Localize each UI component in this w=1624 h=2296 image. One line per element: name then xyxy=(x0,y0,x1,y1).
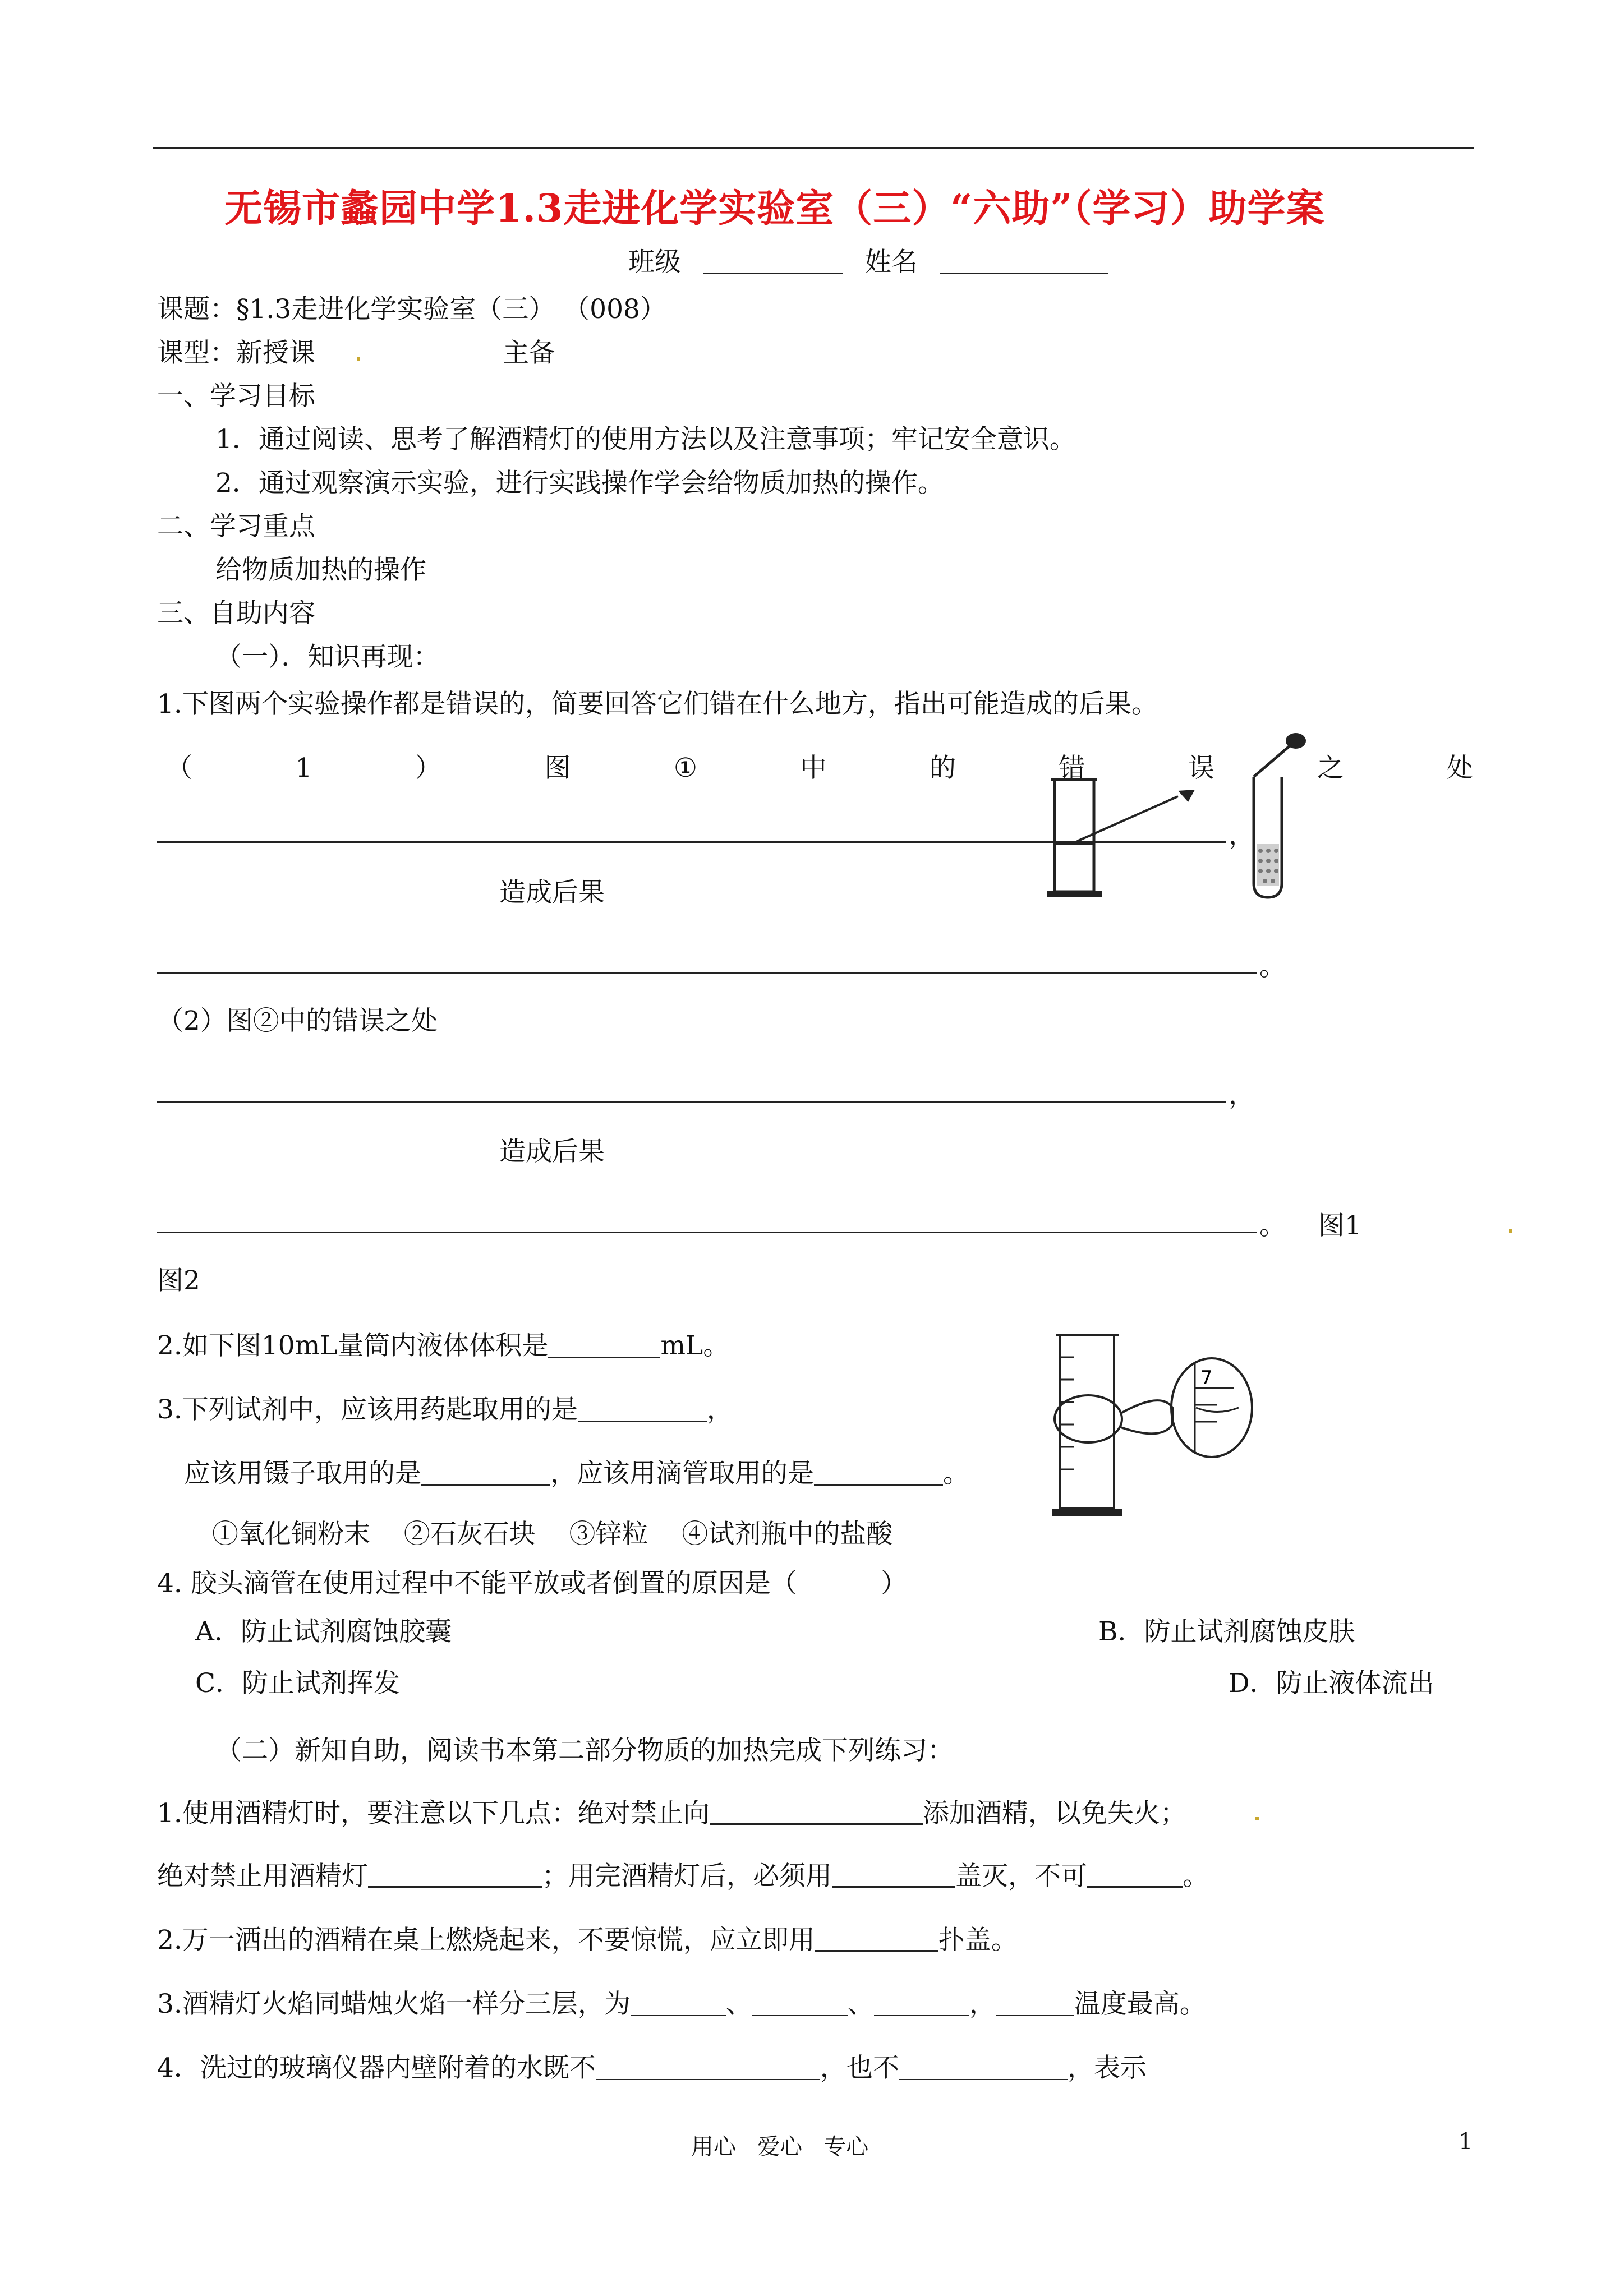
nk2-a: 2.万一洒出的酒精在桌上燃烧起来，不要惊慌，应立即用 xyxy=(157,1925,815,1956)
nk-item-1-line2 xyxy=(157,1861,1209,1892)
q1p1-char: （ xyxy=(166,753,192,783)
q1p1-char: 的 xyxy=(929,753,956,783)
question-3-options: ①氧化铜粉末 ②石灰石块 ③锌粒 ④试剂瓶中的盐酸 xyxy=(212,1519,893,1550)
class-blank[interactable] xyxy=(703,251,843,274)
nk-item-2 xyxy=(157,1925,1018,1956)
q1p1-char: 处 xyxy=(1446,753,1473,783)
lesson-type: 课型：新授课 xyxy=(157,338,315,368)
question-1: 1.下图两个实验操作都是错误的，简要回答它们错在什么地方，指出可能造成的后果。 xyxy=(157,689,1158,720)
comma: ， xyxy=(1229,820,1255,851)
selfhelp-sub1: （一）．知识再现： xyxy=(215,642,440,672)
page-title: 无锡市蠡园中学1.3走进化学实验室（三）“六助”（学习）助学案 xyxy=(224,186,1325,231)
nk3-b: 温度最高。 xyxy=(1074,1989,1206,2020)
nk1-blank-3[interactable] xyxy=(832,1864,955,1888)
q1-part2-answer-line[interactable] xyxy=(157,1101,1226,1103)
speck-mark xyxy=(1509,1229,1512,1233)
objective-1: 1．通过阅读、思考了解酒精灯的使用方法以及注意事项；牢记安全意识。 xyxy=(215,424,1076,455)
nk1-e: 盖灭，不可 xyxy=(955,1861,1087,1892)
q3-end: 。 xyxy=(943,1458,969,1489)
q3-suffix: ， xyxy=(706,1394,733,1425)
name-label: 姓名 xyxy=(864,247,918,278)
nk4-blank-1[interactable] xyxy=(596,2057,820,2080)
q3-tweezers-blank[interactable] xyxy=(421,1462,550,1486)
keypoint-heading: 二、学习重点 xyxy=(157,511,315,542)
nk2-blank[interactable] xyxy=(815,1928,938,1952)
nk4-c: ，表示 xyxy=(1067,2053,1147,2083)
selfhelp-heading: 三、自助内容 xyxy=(157,598,315,629)
q1p1-char: 错 xyxy=(1059,753,1085,783)
nk1-b: 添加酒精，以免失火； xyxy=(922,1798,1186,1829)
q3-prefix: 3.下列试剂中，应该用药匙取用的是 xyxy=(157,1394,578,1425)
name-blank[interactable] xyxy=(940,251,1108,274)
q1p1-char: 1 xyxy=(295,753,312,783)
fig1-label: 图1 xyxy=(1318,1210,1361,1241)
nk-item-3 xyxy=(157,1989,1206,2020)
class-label: 班级 xyxy=(628,247,681,278)
q1-part2-consequence-line[interactable] xyxy=(157,1232,1257,1233)
comma: ， xyxy=(1229,1080,1255,1110)
nk1-f: 。 xyxy=(1183,1861,1209,1892)
q1-part1-answer-line[interactable] xyxy=(157,841,1226,843)
objectives-heading: 一、学习目标 xyxy=(157,381,315,412)
nk3-blank-4[interactable] xyxy=(996,1993,1074,2016)
q2-prefix: 2.如下图10mL量筒内液体体积是 xyxy=(157,1330,549,1361)
nk-item-1-line1 xyxy=(157,1800,1186,1827)
nk3-a: 3.酒精灯火焰同蜡烛火焰一样分三层，为 xyxy=(157,1989,631,2020)
q1p1-char: 图 xyxy=(544,753,571,783)
nk3-blank-3[interactable] xyxy=(874,1993,969,2016)
prep-label: 主备 xyxy=(503,338,555,368)
question-2 xyxy=(157,1330,730,1361)
q4-option-d[interactable]: D．防止液体流出 xyxy=(1229,1668,1434,1699)
class-name-row xyxy=(628,247,1108,278)
nk3-blank-1[interactable] xyxy=(631,1993,726,2016)
q3-tweezers-label: 应该用镊子取用的是 xyxy=(184,1458,421,1489)
measuring-cylinder-gauge-illustration xyxy=(1049,1324,1262,1531)
fig2-label: 图2 xyxy=(157,1265,200,1296)
question-3-line2 xyxy=(184,1460,969,1487)
q1-part1-consequence-line[interactable] xyxy=(157,972,1257,974)
nk3-blank-2[interactable] xyxy=(752,1993,848,2016)
q3-dropper-label: ，应该用滴管取用的是 xyxy=(550,1458,814,1489)
speck-mark xyxy=(357,357,360,361)
nk2-b: 扑盖。 xyxy=(938,1925,1018,1956)
q1-part2-label: （2）图②中的错误之处 xyxy=(157,1006,438,1036)
page-number: 1 xyxy=(1459,2129,1473,2155)
nk1-d: ；用完酒精灯后，必须用 xyxy=(542,1861,832,1892)
nk1-blank-1[interactable] xyxy=(710,1801,923,1825)
q4-option-b[interactable]: B．防止试剂腐蚀皮肤 xyxy=(1098,1616,1355,1647)
fig2-testtube-illustration xyxy=(1231,726,1315,906)
q1p1-char: 中 xyxy=(800,753,827,783)
topic-line: 课题：§1.3走进化学实验室（三） （008） xyxy=(157,294,666,325)
keypoint-text: 给物质加热的操作 xyxy=(215,555,426,585)
newknowledge-heading: （二）新知自助，阅读书本第二部分物质的加热完成下列练习： xyxy=(215,1735,954,1766)
nk1-blank-4[interactable] xyxy=(1087,1864,1183,1888)
nk1-c: 绝对禁止用酒精灯 xyxy=(157,1861,368,1892)
q1p1-char: ） xyxy=(415,753,441,783)
q3-spoon-blank[interactable] xyxy=(578,1398,707,1422)
q3-dropper-blank[interactable] xyxy=(814,1462,943,1486)
top-rule xyxy=(153,147,1474,149)
q1p1-char: ① xyxy=(673,753,697,783)
footer-motto: 用心 爱心 专心 xyxy=(691,2134,869,2160)
nk1-blank-2[interactable] xyxy=(368,1864,542,1888)
nk3-sep: 、 xyxy=(725,1989,752,2020)
q2-blank[interactable] xyxy=(548,1334,660,1358)
question-3-line1 xyxy=(157,1396,733,1423)
q1p1-char: 之 xyxy=(1317,753,1344,783)
speck-mark xyxy=(1255,1817,1259,1820)
period: 。 xyxy=(1259,1210,1286,1241)
nk3-sep: 、 xyxy=(847,1989,874,2020)
objective-2: 2．通过观察演示实验，进行实践操作学会给物质加热的操作。 xyxy=(215,468,944,499)
nk3-comma: ， xyxy=(969,1989,996,2020)
question-4: 4. 胶头滴管在使用过程中不能平放或者倒置的原因是（ ） xyxy=(157,1568,908,1599)
q4-option-a[interactable]: A．防止试剂腐蚀胶囊 xyxy=(195,1616,452,1647)
gauge-digit-label: 7 xyxy=(1200,1367,1213,1389)
period: 。 xyxy=(1259,951,1286,982)
nk-item-4 xyxy=(157,2055,1147,2081)
nk1-a: 1.使用酒精灯时，要注意以下几点：绝对禁止向 xyxy=(157,1798,710,1829)
fig1-cylinder-illustration xyxy=(1043,763,1229,909)
consequence-label-2: 造成后果 xyxy=(499,1136,605,1167)
q4-option-c[interactable]: C．防止试剂挥发 xyxy=(195,1668,400,1699)
nk4-b: ，也不 xyxy=(820,2053,899,2083)
q1p1-char: 误 xyxy=(1188,753,1214,783)
nk4-a: 4．洗过的玻璃仪器内壁附着的水既不 xyxy=(157,2053,596,2083)
consequence-label-1: 造成后果 xyxy=(499,877,605,908)
q2-suffix: mL。 xyxy=(660,1330,730,1361)
nk4-blank-2[interactable] xyxy=(899,2057,1068,2080)
